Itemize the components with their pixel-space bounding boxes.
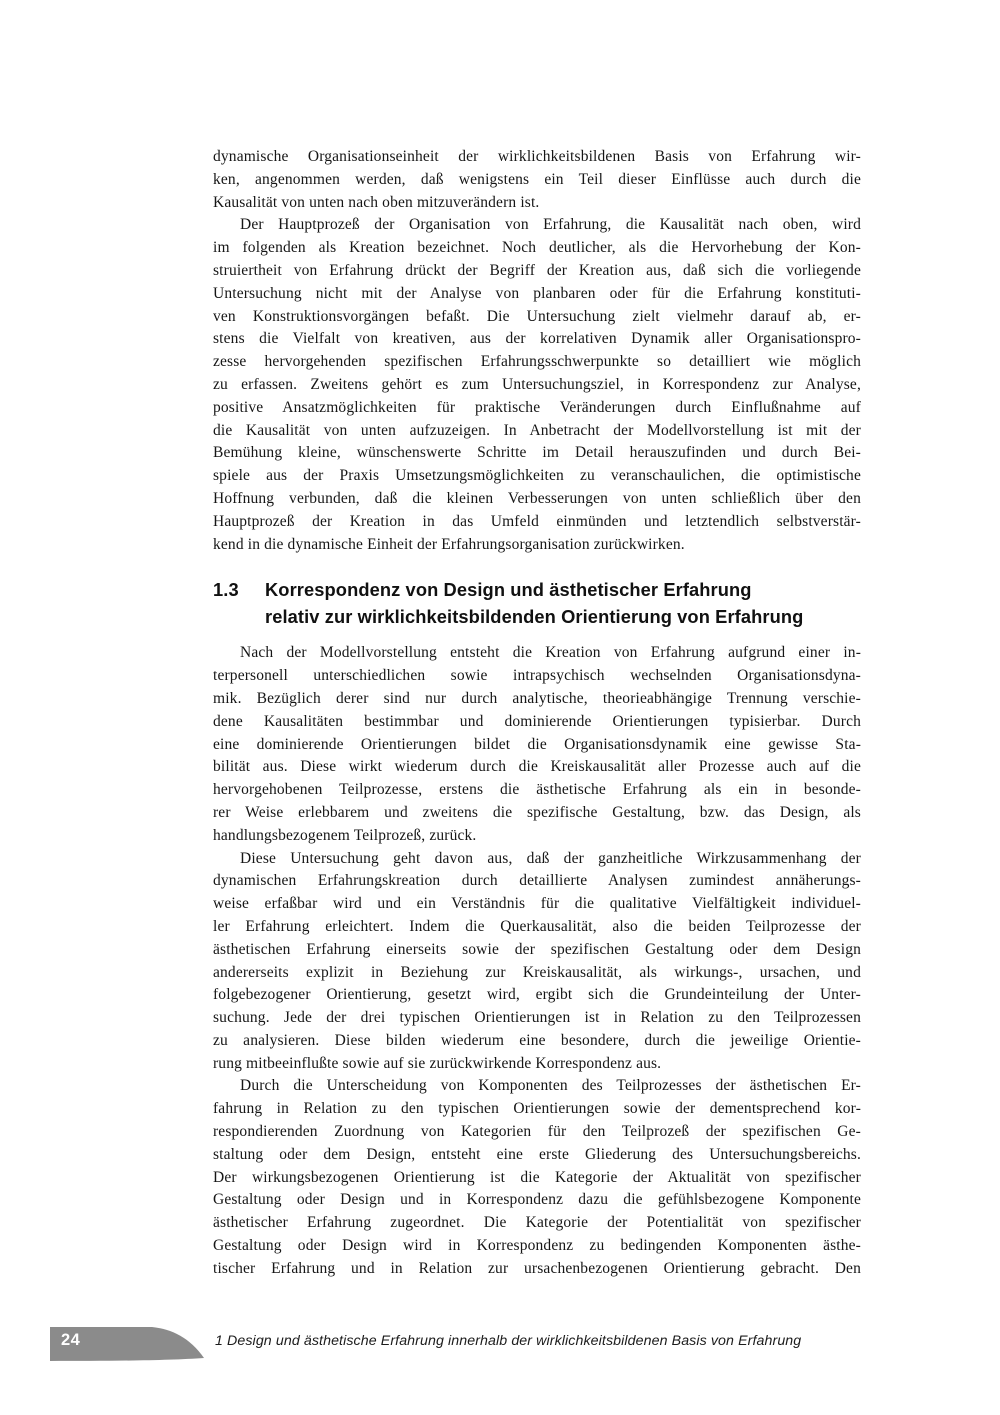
text-line: eine dominierende Orientierungen bildet die Organisationsdynamik eine gewisse Sta- [213,735,861,753]
text-line: Der Hauptprozeß der Organisation von Erfahrung, die Kausalität nach oben, wird [240,216,861,234]
text-line: respondierenden Zuordnung von Kategorien für den Teilprozeß der spezifischen Ge- [213,1123,861,1141]
section-number: 1.3 [213,579,239,601]
text-line: Nach der Modellvorstellung entsteht die Kreation von Erfahrung aufgrund einer in- [240,644,861,662]
text-line: Der wirkungsbezogenen Orientierung ist die Kategorie der Aktualität von spezifischer [213,1168,861,1186]
text-line: ästhetischen Erfahrung einerseits sowie der spezifischen Gestaltung oder dem Design [213,940,861,958]
text-line: Kausalität von unten nach oben mitzuverändern ist. [213,193,540,211]
text-line: ler Erfahrung erleichtert. Indem die Querkausalität, also die beiden Teilprozesse der [213,917,861,935]
text-line: positive Ansatzmöglichkeiten für praktische Veränderungen durch Einflußnahme auf [213,398,861,416]
text-line: Hauptprozeß der Kreation in das Umfeld einmünden und letztendlich selbstverstär- [213,512,861,530]
text-line: stens die Vielfalt von kreativen, aus der korrelativen Dynamik aller Organisationspro- [213,330,861,348]
section-heading-text [265,576,861,630]
text-line: im folgenden als Kreation bezeichnet. Noch deutlicher, als die Hervorhebung der Kon- [213,239,861,257]
text-line: terpersonell unterschiedlichen sowie intrapsychisch wechselnden Organisationsdyna- [213,667,861,685]
paragraph [213,214,861,556]
page-footer [0,1327,1000,1367]
paragraph [213,146,861,214]
text-line: weise erfaßbar wird und ein Verständnis für die qualitative Vielfältigkeit individuel- [213,895,861,913]
text-line: ven Konstruktionsvorgängen befaßt. Die Untersuchung zielt vielmehr darauf ab, er- [213,307,861,325]
text-line: die Kausalität von unten aufzuzeigen. In Anbetracht der Modellvorstellung ist mit der [213,421,861,439]
paragraph [213,1075,861,1280]
text-line: hervorgehobenen Teilprozesse, erstens die ästhetische Erfahrung als ein in besonde- [213,781,861,799]
heading-line: relativ zur wirklichkeitsbildenden Orientierung von Erfahrung [265,606,804,628]
text-line: mik. Bezüglich derer sind nur durch analytische, theorieabhängige Trennung verschie- [213,689,861,707]
text-line: rung mitbeeinflußte sowie auf sie zurückwirkende Korrespondenz aus. [213,1054,662,1072]
paragraph [213,848,861,1076]
section-heading [213,576,861,630]
text-line: spiele aus der Praxis Umsetzungsmöglichkeiten zu veranschaulichen, die optimistische [213,467,861,485]
text-line: struiertheit von Erfahrung drückt der Begriff der Kreation aus, daß sich die vorliegende [213,261,861,279]
heading-line: Korrespondenz von Design und ästhetischer Erfahrung [265,579,752,601]
text-line: Gestaltung oder Design und in Korrespondenz dazu die gefühlsbezogene Komponente [213,1191,861,1209]
paragraph [213,642,861,847]
text-line: folgebezogener Orientierung, gesetzt wird, ergibt sich die Grundeinteilung der Unter- [213,986,861,1004]
text-line: staltung oder dem Design, entsteht eine erste Gliederung des Untersuchungsbereichs. [213,1145,861,1163]
text-line: ken, angenommen werden, daß wenigstens ein Teil dieser Einflüsse auch durch die [213,170,861,188]
text-line: dene Kausalitäten bestimmbar und dominierende Orientierungen typisierbar. Durch [213,712,861,730]
text-line: dynamische Organisationseinheit der wirklichkeitsbildenen Basis von Erfahrung wir- [213,148,861,165]
text-line: rer Weise erlebbarem und zweitens die spezifische Gestaltung, bzw. das Design, als [213,803,861,821]
page-number: 24 [61,1331,81,1349]
text-line: tischer Erfahrung und in Relation zur ursachenbezogenen Orientierung gebracht. Den [213,1259,861,1277]
body-content [213,146,861,1281]
text-line: Durch die Unterscheidung von Komponenten des Teilprozesses der ästhetischen Er- [240,1077,861,1095]
text-line: dynamischen Erfahrungskreation durch detaillierte Analysen zumindest annäherungs- [213,872,861,890]
text-line: zu erfassen. Zweitens gehört es zum Untersuchungsziel, in Korrespondenz zur Analyse, [213,375,861,393]
text-line: handlungsbezogenem Teilprozeß, zurück. [213,826,477,844]
text-line: andererseits explizit in Beziehung zur Kreiskausalität, als wirkungs-, ursachen, und [213,963,861,981]
text-line: Hoffnung verbunden, daß die kleinen Verbesserungen von unten schließlich über den [213,489,861,507]
text-line: Diese Untersuchung geht davon aus, daß der ganzheitliche Wirkzusammenhang der [240,849,861,867]
text-line: zu analysieren. Diese bilden wiederum eine besondere, durch die jeweilige Orientie- [213,1031,861,1049]
text-line: ästhetischer Erfahrung zugeordnet. Die Kategorie der Potentialität von spezifischer [213,1214,861,1232]
text-line: fahrung in Relation zu den typischen Orientierungen sowie der dementsprechend kor- [213,1100,861,1118]
running-footer: 1 Design und ästhetische Erfahrung innerhalb der wirklichkeitsbildenen Basis von Erfahrung [215,1333,802,1349]
text-line: bilität aus. Diese wirkt wiederum durch die Kreiskausalität aller Prozesse auch auf die [213,758,861,776]
text-line: kend in die dynamische Einheit der Erfahrungsorganisation zurückwirken. [213,535,685,553]
text-line: suchung. Jede der drei typischen Orientierungen ist in Relation zu den Teilprozessen [213,1009,861,1027]
text-line: zesse hervorgehenden spezifischen Erfahrungsschwerpunkte so detailliert wie möglich [213,353,861,371]
text-line: Bemühung kleine, wünschenswerte Schritte im Detail herauszufinden und durch Bei- [213,444,861,462]
text-line: Gestaltung oder Design wird in Korrespondenz zu bedingenden Komponenten ästhe- [213,1237,861,1255]
text-line: Untersuchung nicht mit der Analyse von planbaren oder für die Erfahrung konstituti- [213,284,861,302]
